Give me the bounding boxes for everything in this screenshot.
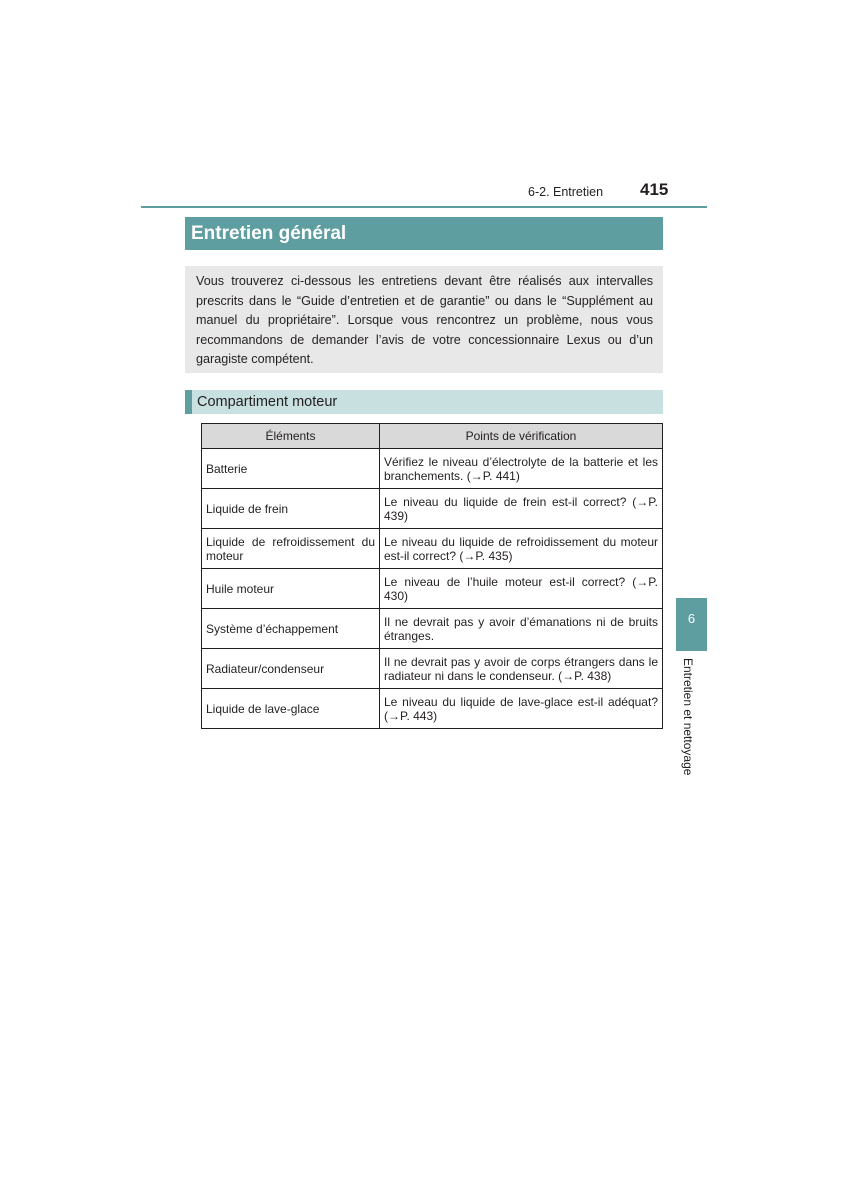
table-cell-item: Batterie	[202, 449, 380, 489]
table-cell-check: Il ne devrait pas y avoir de corps étrangers dans le radiateur ni dans le condenseur. (→P. 438)	[380, 649, 663, 689]
table-cell-check: Il ne devrait pas y avoir d’émanations ni de bruits étranges.	[380, 609, 663, 649]
chapter-tab	[676, 598, 707, 651]
table-cell-item: Système d’échappement	[202, 609, 380, 649]
subsection-header	[185, 390, 663, 414]
table-row	[202, 569, 663, 609]
table-row	[202, 449, 663, 489]
inspection-table	[201, 423, 663, 729]
chapter-number: 6	[687, 611, 696, 626]
table-cell-item: Liquide de frein	[202, 489, 380, 529]
table-cell-check: Vérifiez le niveau d’électrolyte de la batterie et les branchements. (→P. 441)	[380, 449, 663, 489]
table-cell-check: Le niveau du liquide de refroidissement du moteur est-il correct? (→P. 435)	[380, 529, 663, 569]
page-title: Entretien général	[185, 217, 663, 250]
column-header-elements: Éléments	[202, 424, 380, 449]
intro-text: Vous trouverez ci-dessous les entretiens devant être réalisés aux intervalles prescrits dans le “Guide d’entretien et de garantie” ou dans le “Supplément au manuel du propriétaire”. Lorsque vous rencontrez un problème, nous vous recommandons de demander l’avis de votre concessionnaire Lexus ou d’un garagiste compétent.	[196, 274, 653, 367]
table-cell-item: Radiateur/condenseur	[202, 649, 380, 689]
column-header-checkpoints: Points de vérification	[380, 424, 663, 449]
table-cell-check: Le niveau de l’huile moteur est-il correct? (→P. 430)	[380, 569, 663, 609]
table-cell-item: Huile moteur	[202, 569, 380, 609]
intro-box	[185, 266, 663, 373]
running-header-section: 6-2. Entretien	[528, 185, 604, 199]
table-cell-check: Le niveau du liquide de lave-glace est-il adéquat? (→P. 443)	[380, 689, 663, 729]
table-row	[202, 649, 663, 689]
chapter-label: Entretien et nettoyage	[681, 658, 695, 776]
table-header-row	[202, 424, 663, 449]
page-number: 415	[640, 180, 669, 199]
table-cell-item: Liquide de refroidissement du moteur	[202, 529, 380, 569]
table-cell-item: Liquide de lave-glace	[202, 689, 380, 729]
table-row	[202, 489, 663, 529]
table-row	[202, 609, 663, 649]
subsection-title: Compartiment moteur	[197, 394, 338, 410]
table-row	[202, 529, 663, 569]
subsection-accent-bar	[185, 390, 192, 414]
header-rule	[141, 206, 707, 208]
table-cell-check: Le niveau du liquide de frein est-il correct? (→P. 439)	[380, 489, 663, 529]
table-row	[202, 689, 663, 729]
